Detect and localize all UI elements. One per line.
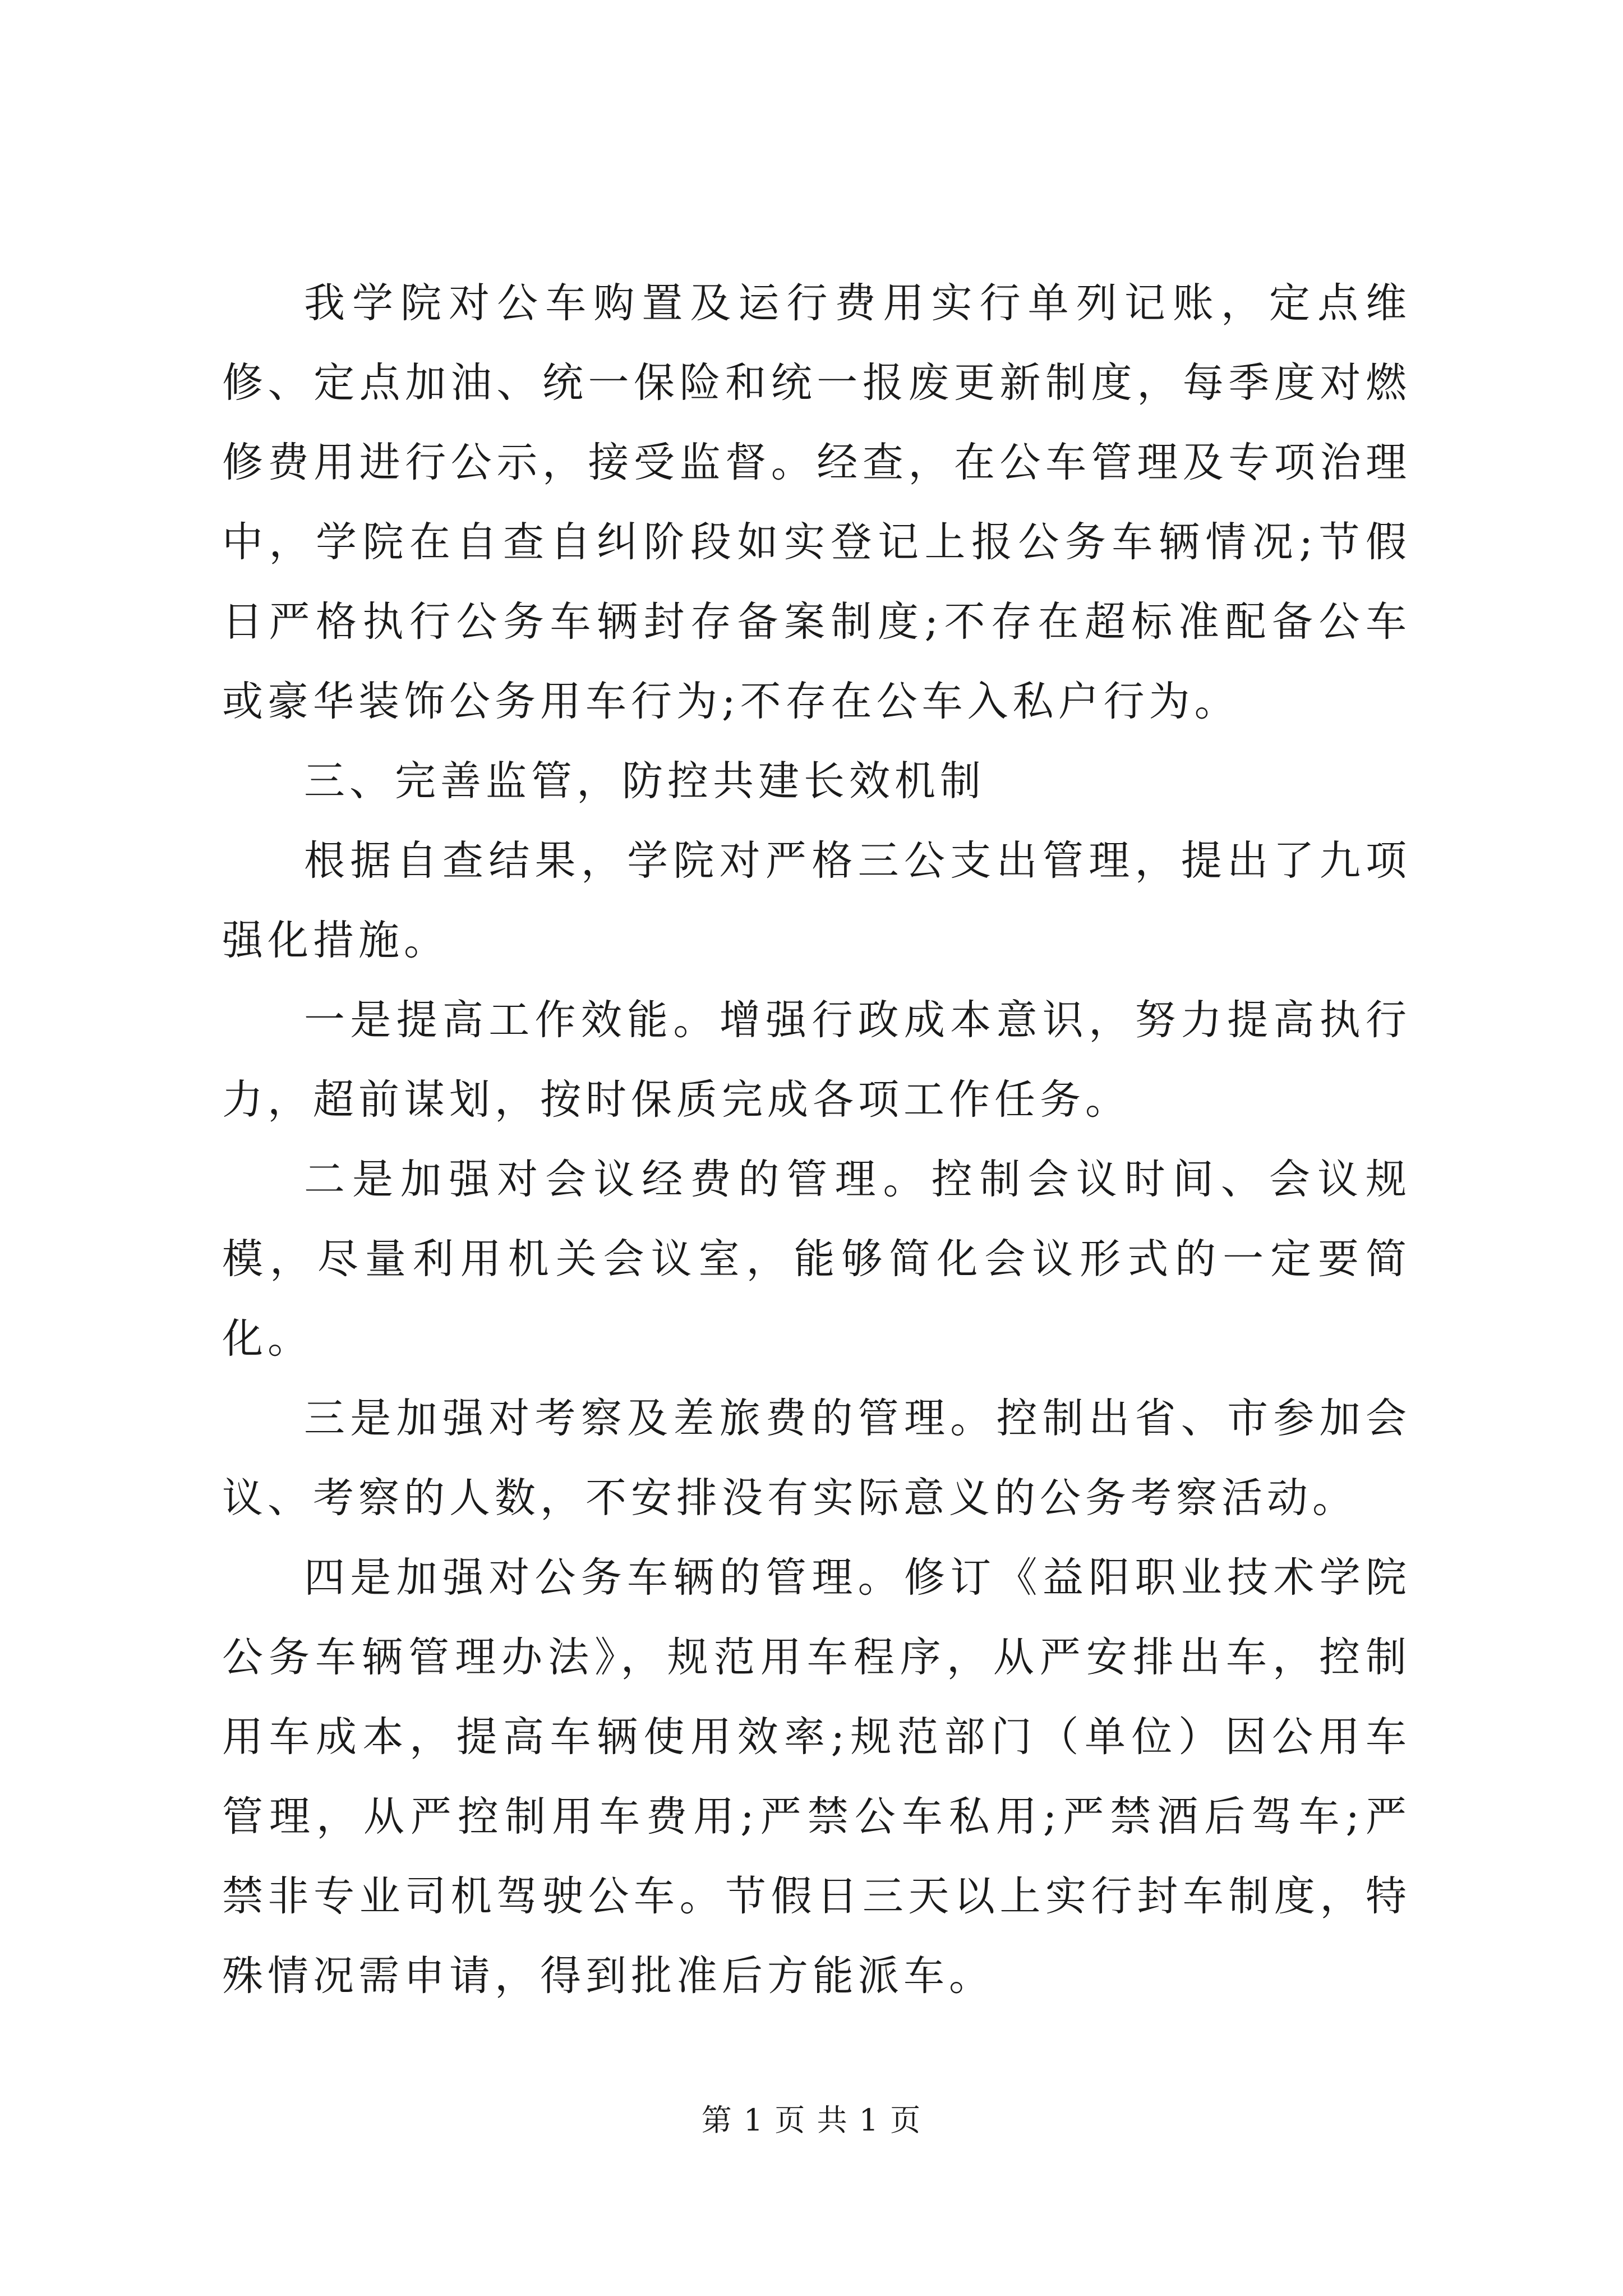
- paragraph-measure-1: 一是提高工作效能。增强行政成本意识，努力提高执行力，超前谋划，按时保质完成各项工作任务。: [222, 996, 1411, 1124]
- paragraph-measure-3: 三是加强对考察及差旅费的管理。控制出省、市参加会议、考察的人数，不安排没有实际意义的公务考察活动。: [222, 1395, 1411, 1522]
- paragraph-measure-2: 二是加强对会议经费的管理。控制会议时间、会议规模，尽量利用机关会议室，能够简化会议形式的一定要简化。: [222, 1156, 1411, 1363]
- page-footer: 第 1 页 共 1 页: [701, 2102, 922, 2138]
- paragraph-vehicle-cost-management: 我学院对公车购置及运行费用实行单列记账，定点维修、定点加油、统一保险和统一报废更新制度，每季度对燃修费用进行公示，接受监督。经查，在公车管理及专项治理中，学院在自查自纠阶段如实登记上报公务车辆情况;节假日严格执行公务车辆封存备案制度;不存在超标准配备公车或豪华装饰公务用车行为;不存在公车入私户行为。: [222, 279, 1411, 725]
- paragraph-measure-4: 四是加强对公务车辆的管理。修订《益阳职业技术学院公务车辆管理办法》，规范用车程序，从严安排出车，控制用车成本，提高车辆使用效率;规范部门（单位）因公用车管理，从严控制用车费用;严禁公车私用;严禁酒后驾车;严禁非专业司机驾驶公车。节假日三天以上实行封车制度，特殊情况需申请，得到批准后方能派车。: [222, 1554, 1411, 2000]
- document-body: [222, 264, 1411, 2016]
- paragraph-nine-measures-intro: 根据自查结果，学院对严格三公支出管理，提出了九项强化措施。: [222, 837, 1411, 964]
- section-heading-3: 三、完善监管，防控共建长效机制: [304, 757, 985, 805]
